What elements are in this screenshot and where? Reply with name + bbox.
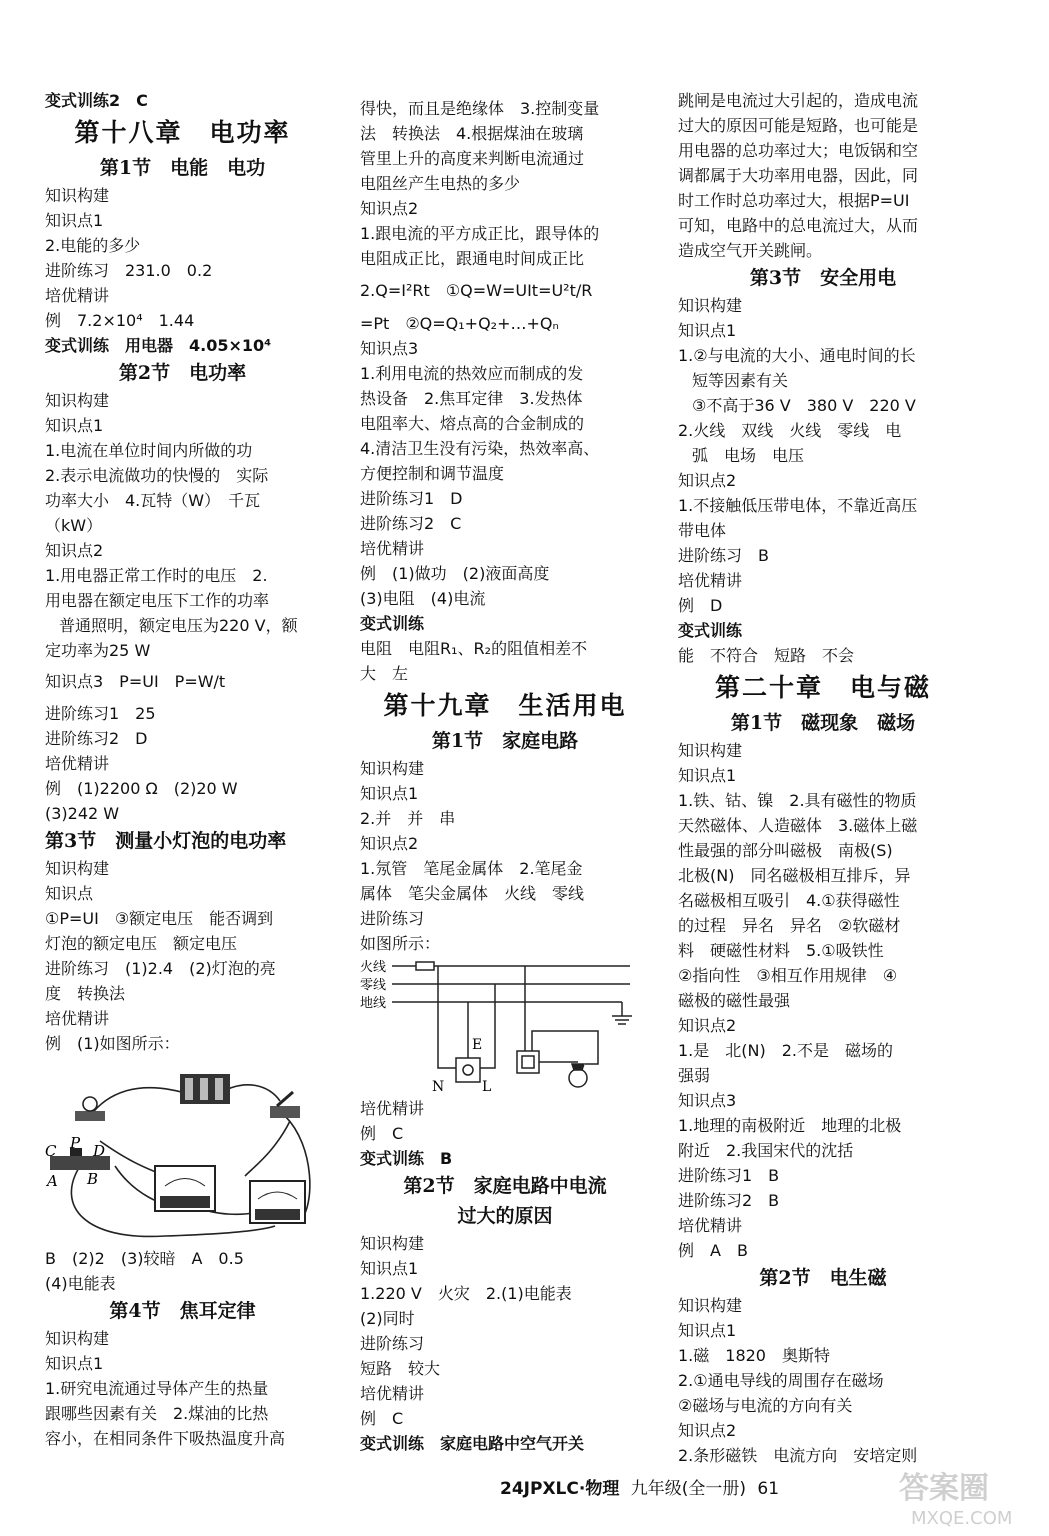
text-line: 大 左 — [360, 664, 409, 683]
text-line: 知识点1 — [45, 1354, 104, 1373]
text-line: 进阶练习 — [360, 1334, 425, 1353]
text-line: 用电器在额定电压下工作的功率 — [45, 591, 270, 610]
text-line: 1.电流在单位时间内所做的功 — [45, 441, 253, 460]
text-line: 知识点2 — [678, 471, 737, 490]
text-line: 弧 电场 电压 — [692, 446, 805, 465]
watermark-text: 答案圈 — [899, 1471, 989, 1506]
text-line: 例 (1)做功 (2)液面高度 — [360, 564, 550, 583]
book-code: 24JPXLC·物理 — [500, 1479, 620, 1499]
text-line: 2.①通电导线的周围存在磁场 — [678, 1371, 884, 1390]
text-line: 知识点2 — [360, 199, 419, 218]
text-line: 磁极的磁性最强 — [678, 991, 791, 1010]
text-line: 1.氖管 笔尾金属体 2.笔尾金 — [360, 859, 583, 878]
text-line: 2.并 并 串 — [360, 809, 456, 828]
label-D: D — [93, 1142, 106, 1160]
text-line: 知识构建 — [360, 759, 425, 778]
text-line: 1.②与电流的大小、通电时间的长 — [678, 346, 916, 365]
text-line: ②指向性 ③相互作用规律 ④ — [678, 966, 898, 985]
text-line: 进阶练习 B — [678, 546, 769, 565]
column-2 — [360, 96, 650, 1456]
text-line: 天然磁体、人造磁体 3.磁体上磁 — [678, 816, 918, 835]
text-line: 培优精讲 — [45, 286, 110, 305]
text-line: 用电器的总功率过大；电饭锅和空 — [678, 141, 919, 160]
text-line: 知识构建 — [45, 391, 110, 410]
text-line: 知识点3 — [360, 339, 419, 358]
text-line: 培优精讲 — [678, 571, 743, 590]
text-line: 进阶练习 231.0 0.2 — [45, 261, 213, 280]
text-line: 1.220 V 火灾 2.(1)电能表 — [360, 1284, 572, 1303]
text-line: 培优精讲 — [45, 754, 110, 773]
text-line: 知识点1 — [360, 1259, 419, 1278]
text-line: 知识点1 — [360, 784, 419, 803]
text-line: 性最强的部分叫磁极 南极(S) — [678, 841, 893, 860]
watermark-logo — [889, 1460, 1039, 1530]
text-line: 1.铁、钴、镍 2.具有磁性的物质 — [678, 791, 917, 810]
text-line: 培优精讲 — [45, 1009, 110, 1028]
text-line: 方便控制和调节温度 — [360, 464, 505, 483]
column-1 — [45, 88, 320, 1451]
label-A: A — [47, 1172, 58, 1190]
text-line: 电阻率大、熔点高的合金制成的 — [360, 414, 585, 433]
label-C: C — [45, 1142, 57, 1160]
text-line: 例 (1)2200 Ω (2)20 W — [45, 779, 238, 798]
text-line: ①P=UI ③额定电压 能否调到 — [45, 909, 274, 928]
text-line: 2.条形磁铁 电流方向 安培定则 — [678, 1446, 918, 1465]
text-line: 如图所示： — [360, 934, 441, 953]
section-title: 第2节 电功率 — [118, 362, 247, 384]
text-line: 容小，在相同条件下吸热温度升高 — [45, 1429, 286, 1448]
text-line: (3)电阻 (4)电流 — [360, 589, 486, 608]
text-line: 1.跟电流的平方成正比，跟导体的 — [360, 224, 600, 243]
text-line: 进阶练习1 D — [360, 489, 463, 508]
section-title: 第2节 家庭电路中电流 — [403, 1175, 607, 1197]
battery-icon — [180, 1074, 230, 1104]
label-B: B — [87, 1170, 99, 1188]
text-line: 功率大小 4.瓦特（W） 千瓦 — [45, 491, 261, 510]
text-line: 1.研究电流通过导体产生的热量 — [45, 1379, 269, 1398]
label-N: N — [432, 1079, 445, 1095]
formula-line: =Pt ②Q=Q₁+Q₂+…+Qₙ — [360, 314, 559, 333]
page-number: 61 — [757, 1479, 780, 1499]
text-line: 例 C — [360, 1124, 404, 1143]
text-line: 定功率为25 W — [45, 641, 151, 660]
ammeter-icon — [155, 1166, 215, 1211]
text-line: 变式训练 家庭电路中空气开关 — [360, 1434, 585, 1453]
section-title: 第3节 安全用电 — [749, 267, 897, 289]
page-footer — [500, 1474, 785, 1499]
column-3 — [678, 88, 968, 1468]
text-line: 知识点2 — [45, 541, 104, 560]
text-line: 例 D — [678, 596, 723, 615]
text-line: 2.火线 双线 火线 零线 电 — [678, 421, 902, 440]
text-line: 名磁极相互吸引 4.①获得磁性 — [678, 891, 900, 910]
section-title: 第3节 测量小灯泡的电功率 — [45, 830, 287, 852]
formula-line: 知识点3 P=UI P=W/t — [45, 672, 226, 691]
voltmeter-icon — [250, 1181, 305, 1223]
text-line: (2)同时 — [360, 1309, 415, 1328]
label-neutral-wire: 零线 — [360, 978, 387, 993]
text-line: 培优精讲 — [360, 1099, 425, 1118]
text-line: 电阻丝产生电热的多少 — [360, 174, 521, 193]
section-title: 第4节 焦耳定律 — [109, 1300, 256, 1322]
text-line: 可知，电路中的总电流过大，从而 — [678, 216, 919, 235]
text-line: 例 A B — [678, 1241, 748, 1260]
text-line: 培优精讲 — [360, 1384, 425, 1403]
text-line: 例 (1)如图所示： — [45, 1034, 180, 1053]
switch-icon — [270, 1092, 300, 1118]
text-line: 普通照明，额定电压为220 V，额 — [59, 616, 298, 635]
section-title: 第1节 家庭电路 — [431, 730, 579, 752]
text-line: 1.不接触低压带电体，不靠近高压 — [678, 496, 918, 515]
text-line: 跳闸是电流过大引起的，造成电流 — [678, 91, 919, 110]
text-line: 1.地理的南极附近 地理的北极 — [678, 1116, 902, 1135]
watermark-url: MXQE.COM — [911, 1508, 1013, 1529]
text-line: 短路 较大 — [360, 1359, 441, 1378]
text-line: (4)电能表 — [45, 1274, 116, 1293]
text-line: B (2)2 (3)较暗 A 0.5 — [45, 1249, 244, 1268]
text-line: 属体 笔尖金属体 火线 零线 — [360, 884, 585, 903]
text-line: 北极(N) 同名磁极相互排斥，异 — [678, 866, 911, 885]
label-P: P — [70, 1134, 81, 1152]
text-line: 法 转换法 4.根据煤油在玻璃 — [360, 124, 584, 143]
text-line: 知识点1 — [678, 1321, 737, 1340]
text-line: 知识构建 — [45, 859, 110, 878]
section-title-cont: 过大的原因 — [457, 1205, 553, 1227]
text-line: 进阶练习1 B — [678, 1166, 780, 1185]
text-line: 1.利用电流的热效应而制成的发 — [360, 364, 584, 383]
text-line: 变式训练2 C — [45, 91, 148, 110]
text-line: 1.是 北(N) 2.不是 磁场的 — [678, 1041, 893, 1060]
text-line: 知识点 — [45, 884, 94, 903]
text-line: 热设备 2.焦耳定律 3.发热体 — [360, 389, 583, 408]
text-line: 知识点1 — [678, 321, 737, 340]
text-line: 得快，而且是绝缘体 3.控制变量 — [360, 99, 600, 118]
text-line: 1.磁 1820 奥斯特 — [678, 1346, 830, 1365]
text-line: 灯泡的额定电压 额定电压 — [45, 934, 238, 953]
text-line: 进阶练习2 C — [360, 514, 462, 533]
label-E: E — [472, 1037, 483, 1053]
text-line: 知识点2 — [678, 1016, 737, 1035]
text-line: 跟哪些因素有关 2.煤油的比热 — [45, 1404, 269, 1423]
label-ground-wire: 地线 — [360, 996, 387, 1011]
text-line: 强弱 — [678, 1066, 711, 1085]
text-line: 知识构建 — [360, 1234, 425, 1253]
text-line: 变式训练 — [678, 621, 743, 640]
text-line: 电阻 电阻R₁、R₂的阻值相差不 — [360, 639, 588, 658]
text-line: 1.用电器正常工作时的电压 2. — [45, 566, 268, 585]
text-line: 管里上升的高度来判断电流通过 — [360, 149, 585, 168]
household-circuit-figure — [360, 956, 650, 1096]
section-title: 第1节 电能 电功 — [99, 157, 266, 179]
text-line: 带电体 — [678, 521, 727, 540]
text-line: 4.清洁卫生没有污染，热效率高、 — [360, 439, 600, 458]
section-title: 第2节 电生磁 — [759, 1267, 887, 1289]
text-line: ②磁场与电流的方向有关 — [678, 1396, 853, 1415]
chapter-19-title: 第十九章 生活用电 — [383, 691, 627, 720]
text-line: 进阶练习 — [360, 909, 425, 928]
text-line: 度 转换法 — [45, 984, 126, 1003]
text-line: 能 不符合 短路 不会 — [678, 646, 855, 665]
section-title: 第1节 磁现象 磁场 — [730, 712, 916, 734]
formula-line: 2.Q=I²Rt ①Q=W=UIt=U²t/R — [360, 281, 593, 300]
text-line: 知识构建 — [45, 1329, 110, 1348]
text-line: 知识构建 — [678, 1296, 743, 1315]
text-line: 知识构建 — [45, 186, 110, 205]
text-line: 培优精讲 — [360, 539, 425, 558]
text-line: 培优精讲 — [678, 1216, 743, 1235]
text-line: 时工作时总功率过大，根据P=UI — [678, 191, 910, 210]
label-live-wire: 火线 — [360, 960, 387, 975]
text-line: 2.表示电流做功的快慢的 实际 — [45, 466, 269, 485]
text-line: 例 7.2×10⁴ 1.44 — [45, 311, 195, 330]
chapter-20-title: 第二十章 电与磁 — [714, 673, 931, 702]
text-line: 进阶练习1 25 — [45, 704, 156, 723]
text-line: 知识点1 — [45, 211, 104, 230]
text-line: 造成空气开关跳闸。 — [678, 241, 823, 260]
text-line: 过大的原因可能是短路，也可能是 — [678, 116, 919, 135]
text-line: 知识点2 — [678, 1421, 737, 1440]
label-L: L — [482, 1079, 492, 1095]
bulb-icon — [75, 1097, 105, 1121]
text-line: 知识点2 — [360, 834, 419, 853]
text-line: 变式训练 用电器 4.05×10⁴ — [45, 336, 272, 355]
text-line: 进阶练习2 B — [678, 1191, 780, 1210]
text-line: 料 硬磁性材料 5.①吸铁性 — [678, 941, 884, 960]
text-line: （kW） — [45, 516, 103, 535]
text-line: 知识点1 — [678, 766, 737, 785]
text-line: 2.电能的多少 — [45, 236, 141, 255]
text-line: 调都属于大功率用电器，因此，同 — [678, 166, 919, 185]
text-line: 知识构建 — [678, 296, 743, 315]
chapter-18-title: 第十八章 电功率 — [74, 118, 291, 147]
text-line: 变式训练 B — [360, 1149, 453, 1168]
text-line: ③不高于36 V 380 V 220 V — [692, 396, 916, 415]
circuit-figure — [45, 1056, 320, 1246]
text-line: 知识点1 — [45, 416, 104, 435]
text-line: (3)242 W — [45, 804, 120, 823]
text-line: 电阻成正比，跟通电时间成正比 — [360, 249, 585, 268]
text-line: 知识点3 — [678, 1091, 737, 1110]
text-line: 的过程 异名 异名 ②软磁材 — [678, 916, 901, 935]
text-line: 进阶练习 (1)2.4 (2)灯泡的亮 — [45, 959, 276, 978]
text-line: 短等因素有关 — [692, 371, 789, 390]
text-line: 知识构建 — [678, 741, 743, 760]
grade-label: 九年级(全一册) — [630, 1479, 746, 1499]
text-line: 进阶练习2 D — [45, 729, 148, 748]
text-line: 例 C — [360, 1409, 404, 1428]
text-line: 变式训练 — [360, 614, 425, 633]
text-line: 附近 2.我国宋代的沈括 — [678, 1141, 854, 1160]
